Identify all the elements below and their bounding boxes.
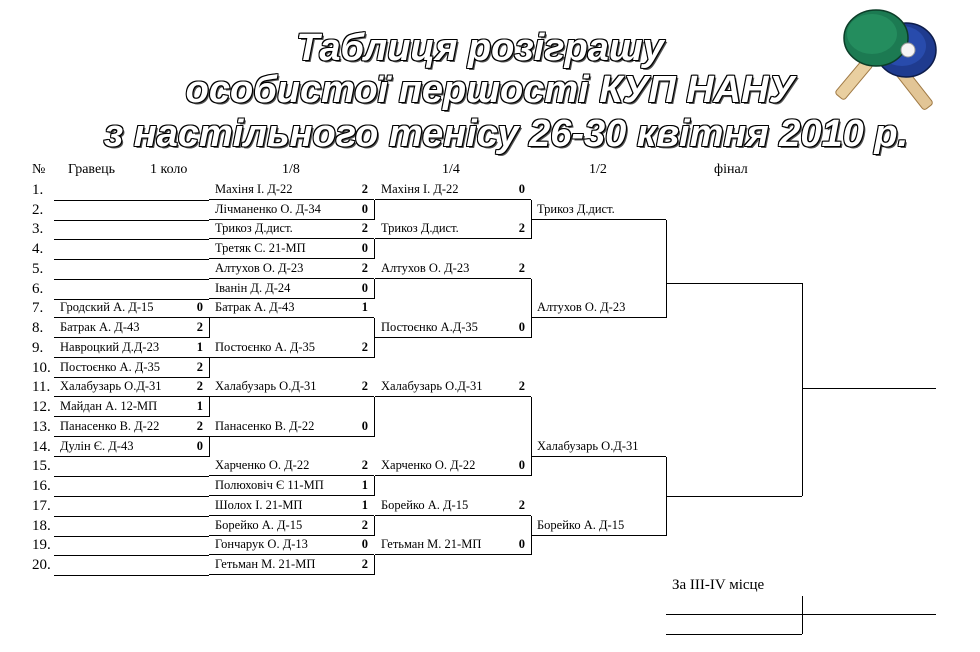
player-name: Полюховіч Є 11-МП [215,478,324,492]
final-slot-line [666,283,802,284]
round1-slot [54,339,209,358]
bracket-connector [374,476,375,496]
round16-slot [209,260,374,279]
row-number: 14. [32,438,51,455]
player-name: Трикоз Д.дист. [537,201,615,216]
third-place-slot-line [666,634,802,635]
match-score: 0 [361,201,368,216]
match-score: 1 [361,478,368,492]
title-line-2: особистої першості КУП НАНУ [185,69,795,111]
empty-slot-line [54,200,209,201]
match-score: 2 [518,497,525,512]
match-score: 2 [196,418,203,433]
match-score: 2 [361,557,368,571]
match-score: 0 [361,241,368,255]
match-score: 0 [518,181,525,196]
empty-slot-line [54,299,209,300]
bracket-connector [666,220,667,319]
match-score: 2 [361,260,368,275]
empty-slot-line [54,575,209,576]
header-round16: 1/8 [282,162,300,177]
row-number: 1. [32,181,44,198]
round16-slot [209,497,374,516]
match-score: 0 [518,537,525,552]
player-name: Батрак А. Д-43 [60,320,140,334]
third-place-slot-line [666,614,802,615]
player-name: Трикоз Д.дист. [381,221,459,236]
player-name: Борейко А. Д-15 [215,517,303,532]
row-number: 10. [32,359,51,376]
empty-slot-line [54,555,209,556]
round16-slot [209,339,374,358]
player-name: Алтухов О. Д-23 [381,260,470,275]
header-semifinal: 1/2 [589,162,607,177]
empty-slot-line [54,536,209,537]
title-line-3: з настільного тенісу 26-30 квітня 2010 р. [103,113,909,155]
match-score: 0 [518,458,525,473]
match-score: 2 [196,320,203,334]
player-name: Лічманенко О. Д-34 [215,201,321,216]
match-score: 2 [518,221,525,236]
round16-slot [209,477,374,496]
row-number: 15. [32,458,51,475]
third-place-winner-line [802,614,936,615]
round1-slot [54,378,209,397]
round16-slot [209,220,374,239]
player-name: Гродский А. Д-15 [60,300,154,315]
round1-slot [54,418,209,437]
match-score: 0 [361,280,368,295]
empty-slot-line [54,279,209,280]
match-score: 2 [361,339,368,354]
bracket-connector [374,516,375,536]
bracket-connector [374,239,375,259]
match-score: 0 [361,418,368,433]
round16-slot [209,201,374,220]
third-place-label: За ІІІ-ІV місце [672,577,765,593]
match-score: 0 [196,300,203,315]
player-name: Майдан А. 12-МП [60,399,158,413]
player-name: Халабузарь О.Д-31 [215,379,317,394]
quarterfinal-slot [375,536,531,555]
row-number: 5. [32,260,44,277]
round1-slot [54,398,209,417]
player-name: Панасенко В. Д-22 [60,418,160,433]
player-name: Батрак А. Д-43 [215,300,295,315]
player-name: Постоєнко А.Д-35 [381,320,478,334]
empty-slot-line [54,259,209,260]
row-number: 16. [32,478,51,494]
round1-slot [54,299,209,318]
round16-slot [209,536,374,555]
bracket-connector [374,555,375,575]
semifinal-slot [531,201,666,220]
match-score: 1 [361,300,368,315]
quarterfinal-slot [375,457,531,476]
round16-slot [209,556,374,575]
player-name: Халабузарь О.Д-31 [60,379,162,394]
round1-slot [54,359,209,378]
header-number: № [32,162,46,177]
match-score: 1 [196,339,203,354]
player-name: Халабузарь О.Д-31 [381,379,483,394]
player-name: Постоєнко А. Д-35 [60,359,161,374]
title-line-1: Таблиця розіграшу [296,27,664,69]
round1-slot [54,438,209,457]
player-name: Гетьман М. 21-МП [381,537,482,552]
row-number: 19. [32,537,51,554]
round16-slot [209,517,374,536]
player-name: Алтухов О. Д-23 [215,260,304,275]
row-number: 8. [32,320,44,336]
match-score: 2 [361,221,368,236]
player-name: Навроцкий Д.Д-23 [60,339,160,354]
player-name: Харченко О. Д-22 [381,458,476,473]
match-score: 2 [361,181,368,196]
empty-slot-line [54,220,209,221]
header-round1: 1 коло [150,162,188,177]
bracket-connector [209,358,210,378]
player-name: Третяк С. 21-МП [215,241,306,255]
bracket-connector [802,283,803,496]
round16-slot [209,181,374,200]
player-name: Борейко А. Д-15 [381,497,469,512]
match-score: 0 [361,537,368,552]
match-score: 2 [518,260,525,275]
semifinal-slot [531,438,666,457]
row-number: 9. [32,339,44,356]
player-name: Гончарук О. Д-13 [215,537,308,552]
match-score: 2 [196,379,203,394]
match-score: 0 [196,438,203,453]
player-name: Халабузарь О.Д-31 [537,438,639,453]
player-name: Борейко А. Д-15 [537,517,625,532]
final-slot-line [666,496,802,497]
row-number: 2. [32,201,44,218]
match-score: 1 [196,399,203,413]
bracket-connector [209,437,210,457]
bracket-connector [374,397,375,437]
player-name: Харченко О. Д-22 [215,458,310,473]
player-name: Іванін Д. Д-24 [215,280,291,295]
quarterfinal-slot [375,260,531,279]
row-number: 6. [32,280,44,297]
row-number: 17. [32,497,51,514]
match-score: 2 [361,379,368,394]
semifinal-slot [531,517,666,536]
row-number: 13. [32,418,51,435]
empty-slot-line [54,516,209,517]
quarterfinal-slot [375,181,531,200]
match-score: 2 [196,359,203,374]
row-number: 12. [32,399,51,415]
player-name: Гетьман М. 21-МП [215,557,316,571]
bracket-connector [802,596,803,634]
quarterfinal-slot [375,319,531,338]
player-name: Махіня І. Д-22 [381,181,459,196]
player-name: Панасенко В. Д-22 [215,418,315,433]
ping-pong-paddles-icon [818,4,958,124]
player-name: Алтухов О. Д-23 [537,300,626,315]
match-score: 2 [518,379,525,394]
player-name: Махіня І. Д-22 [215,181,293,196]
empty-slot-line [54,496,209,497]
bracket-connector [374,279,375,299]
round16-slot [209,299,374,318]
header-quarterfinal: 1/4 [442,162,460,177]
round16-slot [209,240,374,259]
player-name: Дулін Є. Д-43 [60,438,134,453]
match-score: 2 [361,517,368,532]
quarterfinal-slot [375,497,531,516]
player-name: Постоєнко А. Д-35 [215,339,316,354]
player-name: Трикоз Д.дист. [215,221,293,236]
match-score: 2 [361,458,368,473]
round1-slot [54,319,209,338]
round16-slot [209,378,374,397]
bracket-connector [374,200,375,220]
header-player: Гравець [68,162,116,177]
bracket-connector [209,318,210,338]
bracket-connector [209,397,210,417]
empty-slot-line [54,476,209,477]
empty-slot-line [54,239,209,240]
round16-slot [209,280,374,299]
row-number: 11. [32,379,51,396]
row-number: 3. [32,221,44,238]
row-number: 20. [32,557,51,573]
row-number: 7. [32,300,44,317]
header-final: фінал [714,162,748,177]
match-score: 1 [361,497,368,512]
round16-slot [209,418,374,437]
semifinal-slot [531,299,666,318]
quarterfinal-slot [375,378,531,397]
row-number: 18. [32,517,51,534]
row-number: 4. [32,241,44,257]
quarterfinal-slot [375,220,531,239]
match-score: 0 [518,320,525,334]
winner-line [802,388,936,389]
round16-slot [209,457,374,476]
player-name: Шолох І. 21-МП [215,497,303,512]
